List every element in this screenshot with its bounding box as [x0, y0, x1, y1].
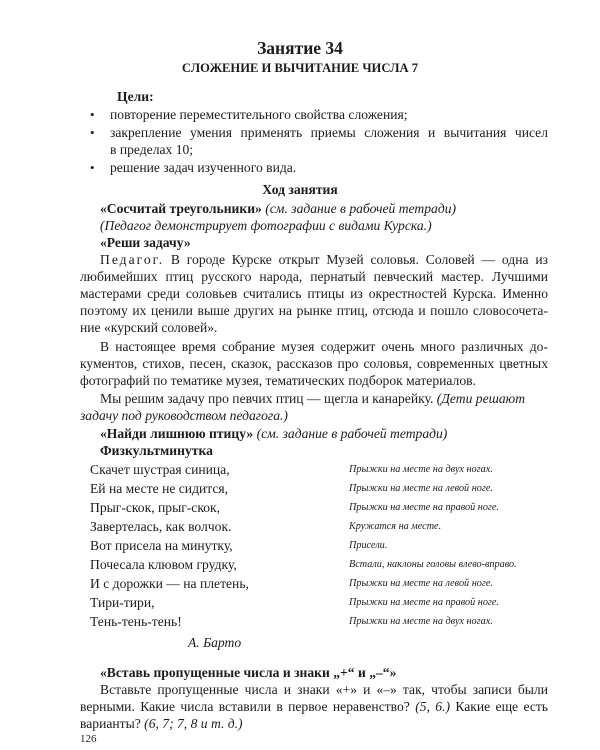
goals-heading: Цели:	[117, 89, 154, 104]
poem-line: Вот присела на минутку,	[90, 538, 233, 553]
page-number: 126	[80, 733, 97, 745]
task-line: варианты? (6, 7; 7, 8 и т. д.)	[80, 716, 243, 731]
paragraph-line: В настоящее время собрание музея содержит очень много различных до-	[100, 339, 548, 354]
task-line: верными. Какие числа вставили в первое неравенство? (5, 6.) Какие еще есть	[80, 699, 548, 714]
paragraph-line: любимейших птиц русского народа, пернатый певческий мастер. Лучшими	[80, 269, 548, 284]
movement-instruction: Прыжки на месте на правой ноге.	[349, 502, 499, 513]
count-triangles-task: «Сосчитай треугольники» (см. задание в рабочей тетради)	[100, 201, 457, 216]
poem-author: А. Барто	[188, 635, 242, 650]
goal-item: решение задач изученного вида.	[110, 160, 297, 175]
movement-instruction: Присели.	[349, 540, 388, 551]
movement-instruction: Прыжки на месте на двух ногах.	[349, 464, 493, 475]
poem-line: И с дорожки — на плетень,	[90, 576, 249, 591]
paragraph-line: поэтому их ценили выше других на рынке птиц, отсюда и пошло словосочета-	[80, 303, 548, 318]
goal-item-continued: в пределах 10;	[110, 142, 194, 157]
paragraph-line: задачу под руководством педагога.)	[80, 408, 288, 423]
paragraph-line: ние «курский соловей».	[80, 320, 218, 335]
odd-bird-task: «Найди лишнюю птицу» (см. задание в рабочей тетради)	[100, 426, 448, 441]
movement-instruction: Прыжки на месте на двух ногах.	[349, 616, 493, 627]
lesson-topic: СЛОЖЕНИЕ И ВЫЧИТАНИЕ ЧИСЛА 7	[181, 61, 419, 75]
paragraph-line: Мы решим задачу про певчих птиц — щегла и канарейку. (Дети решают	[100, 391, 526, 406]
exercise-title: Физкультминутка	[100, 443, 213, 458]
poem-line: Прыг-скок, прыг-скок,	[90, 500, 221, 515]
bullet-icon: •	[90, 107, 95, 122]
poem-line: Почесала клювом грудку,	[90, 557, 237, 572]
paragraph-line: Педагог. В городе Курске открыт Музей соловья. Соловей — одна из	[100, 252, 548, 267]
poem-line: Скачет шустрая синица,	[90, 462, 230, 477]
bullet-icon: •	[90, 125, 95, 140]
movement-instruction: Прыжки на месте на левой ноге.	[349, 578, 493, 589]
paragraph-line: мастерами среди соловьев считались птицы из окрестностей Курска. Именно	[80, 286, 548, 301]
paragraph-line: кументов, стихов, песен, сказок, рассказов про соловья, современных цветных	[80, 356, 548, 371]
movement-instruction: Прыжки на месте на правой ноге.	[349, 597, 499, 608]
poem-line: Ей на месте не сидится,	[90, 481, 229, 496]
movement-instruction: Кружатся на месте.	[349, 521, 442, 532]
poem-line: Тири-тири,	[90, 595, 155, 610]
bullet-icon: •	[90, 160, 95, 175]
course-heading: Ход занятия	[262, 182, 338, 197]
teacher-note: (Педагог демонстрирует фотографии с видами Курска.)	[100, 218, 432, 233]
poem-line: Завертелась, как волчок.	[90, 519, 232, 534]
goal-item: закрепление умения применять приемы сложения и вычитания чисел	[110, 125, 548, 140]
movement-instruction: Прыжки на месте на левой ноге.	[349, 483, 493, 494]
task-line: Вставьте пропущенные числа и знаки «+» и «–» так, чтобы записи были	[100, 682, 548, 697]
movement-instruction: Встали, наклоны головы влево-вправо.	[349, 559, 517, 570]
goal-item: повторение переместительного свойства сложения;	[110, 107, 408, 122]
paragraph-line: фотографий по тематике музея, тематических подборок материалов.	[80, 373, 476, 388]
poem-line: Тень-тень-тень!	[90, 614, 182, 629]
insert-numbers-task-title: «Вставь пропущенные числа и знаки „+“ и „–“»	[100, 665, 397, 680]
solve-problem-title: «Реши задачу»	[100, 235, 191, 250]
lesson-title: Занятие 34	[257, 38, 343, 58]
